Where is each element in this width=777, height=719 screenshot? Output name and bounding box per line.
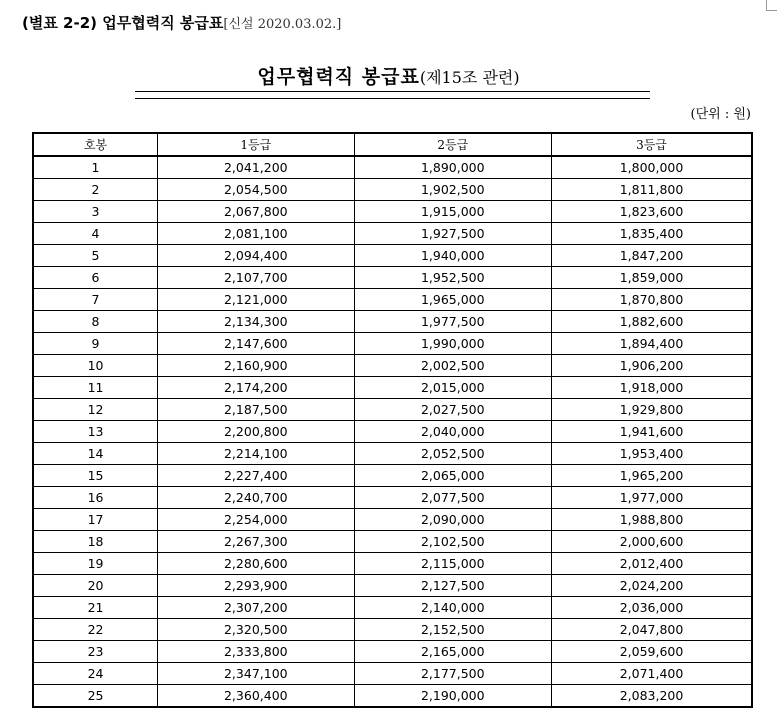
table-row	[33, 487, 752, 509]
table-row	[33, 156, 752, 179]
table-row	[33, 333, 752, 355]
step-cell: 2	[33, 179, 158, 201]
step-cell: 3	[33, 201, 158, 223]
salary-cell: 1,906,200	[552, 355, 753, 377]
salary-cell: 2,333,800	[158, 641, 354, 663]
salary-cell: 2,040,000	[354, 421, 551, 443]
salary-cell: 2,102,500	[354, 531, 551, 553]
salary-cell: 1,859,000	[552, 267, 753, 289]
salary-cell: 1,988,800	[552, 509, 753, 531]
salary-cell: 2,015,000	[354, 377, 551, 399]
table-row	[33, 223, 752, 245]
salary-cell: 1,965,200	[552, 465, 753, 487]
step-cell: 22	[33, 619, 158, 641]
salary-cell: 1,953,400	[552, 443, 753, 465]
table-header-row	[33, 133, 752, 156]
title-double-rule	[135, 91, 650, 99]
page-title	[0, 62, 777, 89]
salary-cell: 2,052,500	[354, 443, 551, 465]
salary-cell: 2,054,500	[158, 179, 354, 201]
salary-cell: 2,115,000	[354, 553, 551, 575]
table-row	[33, 685, 752, 708]
step-cell: 12	[33, 399, 158, 421]
table-row	[33, 443, 752, 465]
table-row	[33, 553, 752, 575]
step-cell: 7	[33, 289, 158, 311]
salary-cell: 2,174,200	[158, 377, 354, 399]
salary-cell: 2,190,000	[354, 685, 551, 708]
step-cell: 15	[33, 465, 158, 487]
salary-cell: 2,165,000	[354, 641, 551, 663]
salary-cell: 2,347,100	[158, 663, 354, 685]
step-cell: 17	[33, 509, 158, 531]
appendix-label: (별표 2-2) 업무협력직 봉급표	[22, 14, 224, 32]
table-row	[33, 465, 752, 487]
salary-cell: 2,127,500	[354, 575, 551, 597]
table-row	[33, 399, 752, 421]
step-cell: 9	[33, 333, 158, 355]
salary-cell: 2,360,400	[158, 685, 354, 708]
step-cell: 8	[33, 311, 158, 333]
table-row	[33, 311, 752, 333]
table-row	[33, 509, 752, 531]
step-cell: 11	[33, 377, 158, 399]
column-header: 1등급	[158, 133, 354, 156]
table-row	[33, 531, 752, 553]
salary-cell: 1,902,500	[354, 179, 551, 201]
salary-cell: 2,320,500	[158, 619, 354, 641]
salary-cell: 2,000,600	[552, 531, 753, 553]
step-cell: 24	[33, 663, 158, 685]
salary-cell: 2,094,400	[158, 245, 354, 267]
title-reference: (제15조 관련)	[419, 68, 520, 87]
salary-cell: 2,067,800	[158, 201, 354, 223]
table-row	[33, 245, 752, 267]
salary-cell: 2,090,000	[354, 509, 551, 531]
step-cell: 6	[33, 267, 158, 289]
salary-cell: 2,140,000	[354, 597, 551, 619]
salary-cell: 1,977,000	[552, 487, 753, 509]
unit-label: (단위 : 원)	[690, 107, 751, 122]
table-row	[33, 641, 752, 663]
step-cell: 21	[33, 597, 158, 619]
salary-cell: 2,083,200	[552, 685, 753, 708]
salary-cell: 2,002,500	[354, 355, 551, 377]
salary-table	[32, 132, 753, 708]
salary-cell: 1,890,000	[354, 156, 551, 179]
salary-cell: 2,177,500	[354, 663, 551, 685]
salary-cell: 1,894,400	[552, 333, 753, 355]
step-cell: 13	[33, 421, 158, 443]
salary-cell: 2,240,700	[158, 487, 354, 509]
table-row	[33, 377, 752, 399]
salary-cell: 1,811,800	[552, 179, 753, 201]
table-row	[33, 267, 752, 289]
salary-cell: 1,977,500	[354, 311, 551, 333]
amendment-note: [신설 2020.03.02.]	[223, 17, 342, 32]
table-row	[33, 619, 752, 641]
step-cell: 20	[33, 575, 158, 597]
salary-cell: 1,952,500	[354, 267, 551, 289]
salary-cell: 1,990,000	[354, 333, 551, 355]
salary-cell: 2,121,000	[158, 289, 354, 311]
salary-cell: 2,227,400	[158, 465, 354, 487]
salary-cell: 1,835,400	[552, 223, 753, 245]
salary-cell: 1,800,000	[552, 156, 753, 179]
salary-cell: 2,307,200	[158, 597, 354, 619]
title-main: 업무협력직 봉급표	[257, 66, 420, 88]
table-row	[33, 289, 752, 311]
salary-cell: 2,071,400	[552, 663, 753, 685]
salary-cell: 2,012,400	[552, 553, 753, 575]
salary-cell: 2,024,200	[552, 575, 753, 597]
table-row	[33, 421, 752, 443]
salary-cell: 2,077,500	[354, 487, 551, 509]
salary-cell: 1,927,500	[354, 223, 551, 245]
page-corner-mark	[766, 0, 777, 11]
salary-cell: 2,280,600	[158, 553, 354, 575]
salary-cell: 1,965,000	[354, 289, 551, 311]
column-header: 호봉	[33, 133, 158, 156]
salary-cell: 2,147,600	[158, 333, 354, 355]
table-row	[33, 179, 752, 201]
step-cell: 19	[33, 553, 158, 575]
step-cell: 10	[33, 355, 158, 377]
step-cell: 23	[33, 641, 158, 663]
table-row	[33, 575, 752, 597]
step-cell: 16	[33, 487, 158, 509]
salary-cell: 2,041,200	[158, 156, 354, 179]
salary-cell: 2,267,300	[158, 531, 354, 553]
salary-cell: 2,059,600	[552, 641, 753, 663]
salary-cell: 1,929,800	[552, 399, 753, 421]
step-cell: 18	[33, 531, 158, 553]
salary-cell: 2,081,100	[158, 223, 354, 245]
salary-cell: 1,941,600	[552, 421, 753, 443]
salary-cell: 2,293,900	[158, 575, 354, 597]
salary-cell: 1,847,200	[552, 245, 753, 267]
salary-cell: 1,915,000	[354, 201, 551, 223]
step-cell: 25	[33, 685, 158, 708]
salary-cell: 2,027,500	[354, 399, 551, 421]
table-row	[33, 355, 752, 377]
salary-cell: 1,882,600	[552, 311, 753, 333]
table-row	[33, 201, 752, 223]
salary-cell: 2,254,000	[158, 509, 354, 531]
salary-cell: 2,200,800	[158, 421, 354, 443]
salary-cell: 2,134,300	[158, 311, 354, 333]
salary-cell: 2,036,000	[552, 597, 753, 619]
salary-cell: 1,870,800	[552, 289, 753, 311]
salary-cell: 1,823,600	[552, 201, 753, 223]
salary-cell: 2,214,100	[158, 443, 354, 465]
column-header: 3등급	[552, 133, 753, 156]
column-header: 2등급	[354, 133, 551, 156]
step-cell: 14	[33, 443, 158, 465]
salary-cell: 2,187,500	[158, 399, 354, 421]
table-row	[33, 663, 752, 685]
table-row	[33, 597, 752, 619]
salary-cell: 2,065,000	[354, 465, 551, 487]
step-cell: 4	[33, 223, 158, 245]
salary-cell: 2,160,900	[158, 355, 354, 377]
table-body	[33, 156, 752, 707]
step-cell: 1	[33, 156, 158, 179]
salary-cell: 2,047,800	[552, 619, 753, 641]
salary-cell: 1,940,000	[354, 245, 551, 267]
salary-cell: 2,107,700	[158, 267, 354, 289]
salary-cell: 2,152,500	[354, 619, 551, 641]
salary-cell: 1,918,000	[552, 377, 753, 399]
step-cell: 5	[33, 245, 158, 267]
appendix-header	[22, 12, 341, 33]
